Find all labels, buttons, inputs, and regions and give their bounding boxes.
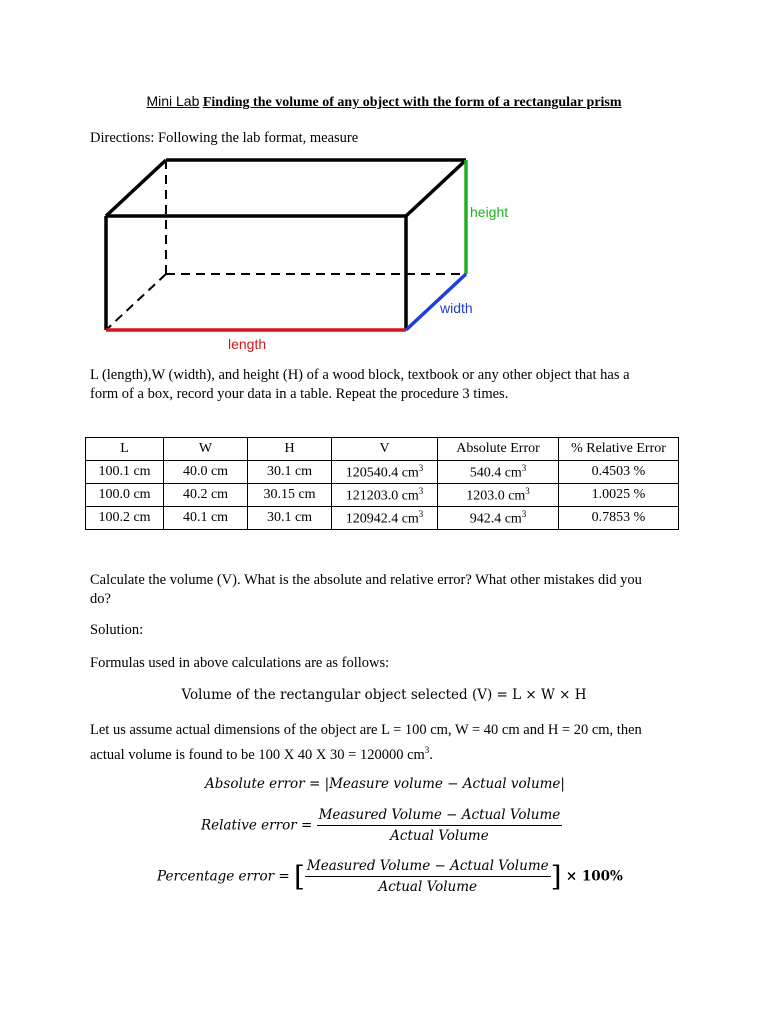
assume-line-2: actual volume is found to be 100 X 40 X 30 = 120000 $cm^3$. [90,745,433,763]
table-cell: 40.2 cm [164,484,248,507]
table-cell: 100.1 cm [86,461,164,484]
question-line-2: do? [90,591,111,607]
measurement-table [85,437,679,530]
assume-line-1: Let us assume actual dimensions of the object are L = 100 cm, W = 40 cm and H = 20 cm, then [90,722,642,738]
table-header-row [86,438,679,461]
table-cell: 100.0 cm [86,484,164,507]
table-row [86,461,679,484]
formulas-intro: Formulas used in above calculations are as follows: [90,655,390,671]
height-label: height [470,204,509,220]
width-label: width [440,300,473,316]
header-cell: H [248,438,332,461]
table-cell: 100.2 cm [86,507,164,530]
header-cell: W [164,438,248,461]
table-cell: 0.7853 % [559,507,679,530]
page-title [0,93,768,111]
title-main: Finding the volume of any object with the form of a rectangular prism [202,95,622,110]
title-prefix: Mini Lab [146,93,200,109]
instructions-line-1: L (length),W (width), and height (H) of a wood block, textbook or any other object that has a [90,367,630,383]
table-cell: 120942.4 $cm^3$ [332,507,438,530]
relative-error-formula: Relative error = $\frac{\text{Measured Volume − Actual Volume}}{\text{Actual Volume}}$ [201,807,561,844]
header-cell: V [332,438,438,461]
table-row [86,507,679,530]
edge-top-left-depth [106,160,166,216]
table-cell: 0.4503 % [559,461,679,484]
volume-formula: Volume of the rectangular object selected (V) = L × W × H [181,687,587,703]
hidden-edge-depth [106,274,166,330]
header-cell: % Relative Error [559,438,679,461]
table-cell: 942.4 $cm^3$ [438,507,559,530]
table-cell: 1203.0 $cm^3$ [438,484,559,507]
table-cell: 30.15 cm [248,484,332,507]
table-cell: 120540.4 $cm^3$ [332,461,438,484]
table-row [86,484,679,507]
edge-top-right-depth [406,160,466,216]
table-cell: 40.0 cm [164,461,248,484]
table-cell: 30.1 cm [248,507,332,530]
absolute-error-formula: Absolute error = |Measure volume − Actual volume| [205,776,565,792]
percentage-error-formula: Percentage error = [ $\frac{\text{Measured Volume − Actual Volume}}{\text{Actual Volume}}$ ] × 100% [157,858,623,895]
table-cell: 540.4 $cm^3$ [438,461,559,484]
table-cell: 1.0025 % [559,484,679,507]
question-line-1: Calculate the volume (V). What is the absolute and relative error? What other mistakes did you [90,572,642,588]
solution-label: Solution: [90,622,144,638]
table-cell: 40.1 cm [164,507,248,530]
instructions-line-2: form of a box, record your data in a table. Repeat the procedure 3 times. [90,386,509,402]
table-cell: 121203.0 $cm^3$ [332,484,438,507]
length-label: length [228,336,267,352]
header-cell: Absolute Error [438,438,559,461]
header-cell: L [86,438,164,461]
rectangular-prism-diagram [90,150,530,360]
directions-text: Directions: Following the lab format, measure [90,130,359,146]
table-cell: 30.1 cm [248,461,332,484]
